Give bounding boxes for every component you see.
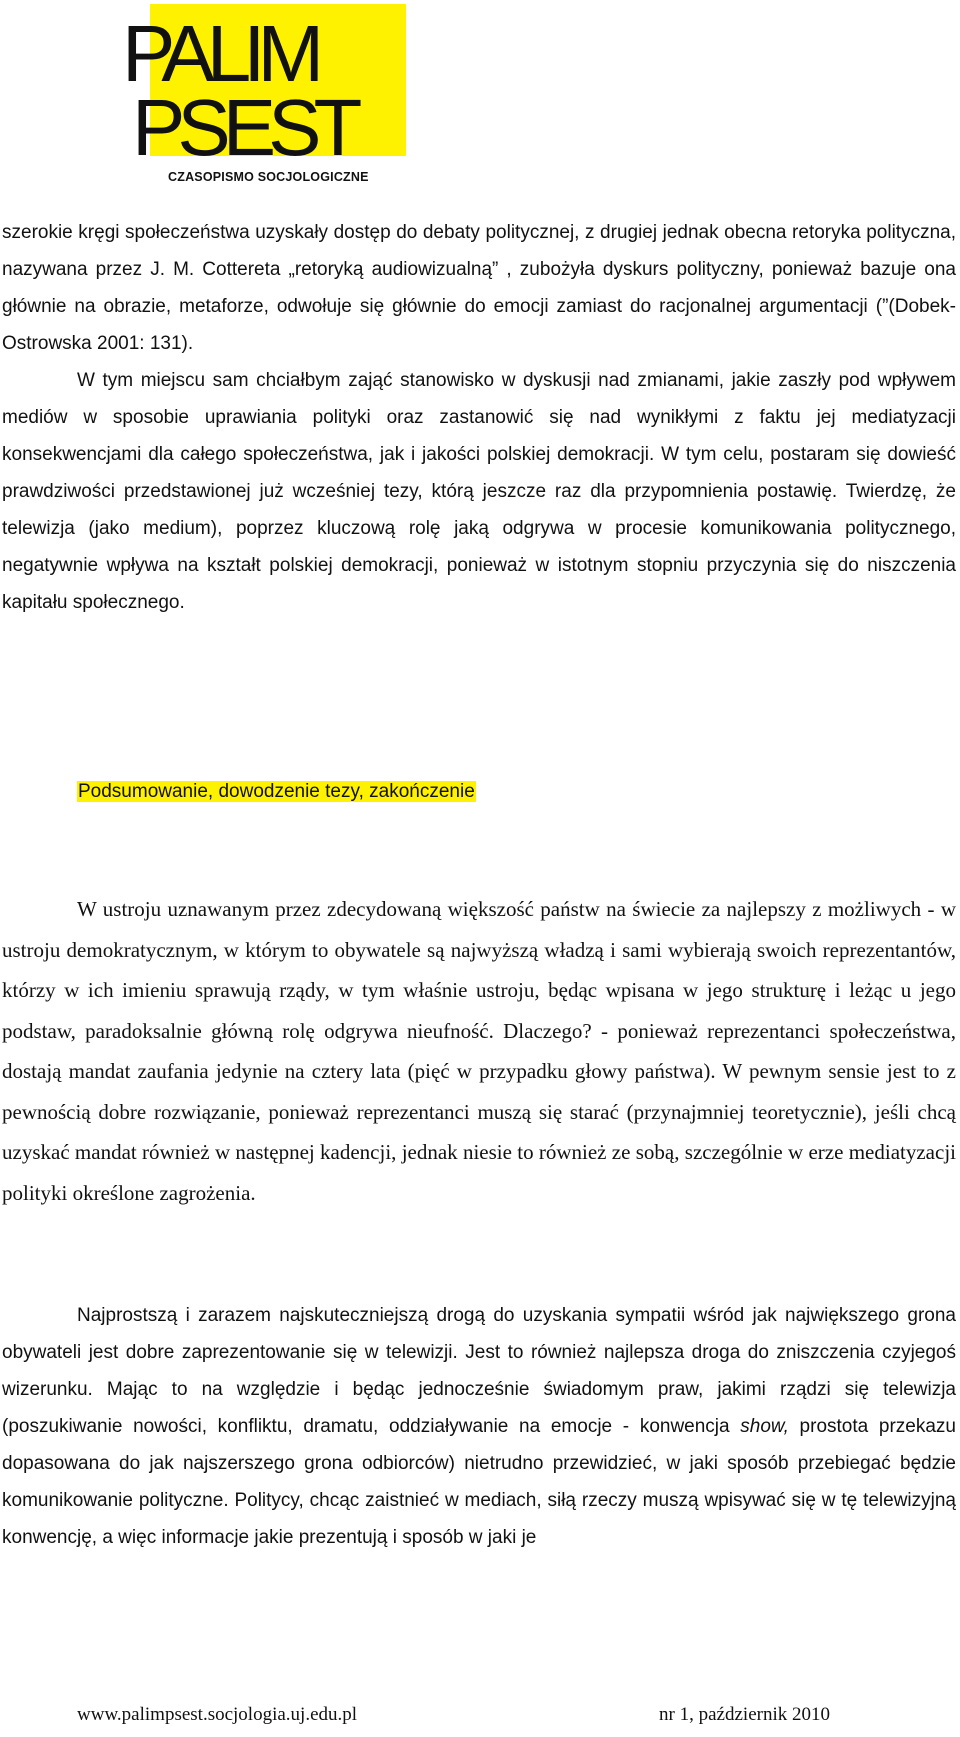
footer-issue: nr 1, październik 2010 [659, 1704, 830, 1725]
logo-subtitle: CZASOPISMO SOCJOLOGICZNE [168, 170, 369, 184]
paragraph-television-part2: prostota przekazu dopasowana do jak najszerszego grona odbiorców) nietrudno przewidzieć, w jaki sposób przebiegać będzie komunikowanie polityczne. Politycy, chcąc zaistnieć w mediach, siłą rzeczy muszą wpisywać się w tę telewizyjną konwencję, a więc informacje jakie prezentują i sposób w jaki je [2, 1416, 956, 1548]
journal-logo [122, 4, 406, 190]
footer-url: www.palimpsest.socjologia.uj.edu.pl [77, 1704, 358, 1725]
page-footer [77, 1703, 830, 1727]
paragraph-television-italic: show, [740, 1416, 789, 1437]
body-text-section-2 [2, 889, 956, 1213]
logo-word-line2: PSEST [132, 83, 355, 172]
paragraph-continuation: szerokie kręgi społeczeństwa uzyskały dostęp do debaty politycznej, z drugiej jednak obecna retoryka polityczna, nazywana przez J. M. Cottereta „retoryką audiowizualną” , zubożyła dyskurs polityczny, ponieważ bazuje ona głównie na obrazie, metaforze, odwołuje się głównie do emocji zamiast do racjonalnej argumentacji (”(Dobek-Ostrowska 2001: 131). [2, 222, 956, 354]
body-text-section-1 [2, 214, 956, 621]
body-text-section-3 [2, 1297, 956, 1556]
section-heading-text: Podsumowanie, dowodzenie tezy, zakończenie [78, 781, 475, 802]
logo-word-line1: PALIM [122, 9, 317, 98]
section-heading [77, 778, 476, 806]
paragraph-author-position: W tym miejscu sam chciałbym zająć stanowisko w dyskusji nad zmianami, jakie zaszły pod wpływem mediów w sposobie uprawiania polityki oraz zastanowić się nad wynikłymi z faktu jej mediatyzacji konsekwencjami dla całego społeczeństwa, jak i jakości polskiej demokracji. W tym celu, postaram się dowieść prawdziwości przedstawionej już wcześniej tezy, którą jeszcze raz dla przypomnienia postawię. Twierdzę, że telewizja (jako medium), poprzez kluczową rolę jaką odgrywa w procesie komunikowania politycznego, negatywnie wpływa na kształt polskiej demokracji, ponieważ w istotnym stopniu przyczynia się do niszczenia kapitału społecznego. [2, 370, 956, 613]
paragraph-democracy-distrust: W ustroju uznawanym przez zdecydowaną większość państw na świecie za najlepszy z możliwych - w ustroju demokratycznym, w którym to obywatele są najwyższą władzą i sami wybierają swoich reprezentantów, którzy w ich imieniu sprawują rządy, w tym właśnie ustroju, będąc wpisana w jego strukturę i leżąc u jego podstaw, paradoksalnie główną rolę odgrywa nieufność. Dlaczego? - ponieważ reprezentanci społeczeństwa, dostają mandat zaufania jedynie na cztery lata (pięć w przypadku głowy państwa). W pewnym sensie jest to z pewnością dobre rozwiązanie, ponieważ reprezentanci muszą się starać (przynajmniej teoretycznie), jeśli chcą uzyskać mandat również w następnej kadencji, jednak niesie to również ze sobą, szczególnie w erze mediatyzacji polityki określone zagrożenia. [2, 897, 956, 1205]
paragraph-television-part1: Najprostszą i zarazem najskuteczniejszą drogą do uzyskania sympatii wśród jak największego grona obywateli jest dobre zaprezentowanie się w telewizji. Jest to również najlepsza droga do zniszczenia czyjegoś wizerunku. Mając to na względzie i będąc jednocześnie świadomym praw, jakimi rządzi się telewizja (poszukiwanie nowości, konfliktu, dramatu, oddziaływanie na emocje - konwencja [2, 1305, 956, 1437]
paragraph-television [2, 1297, 956, 1556]
